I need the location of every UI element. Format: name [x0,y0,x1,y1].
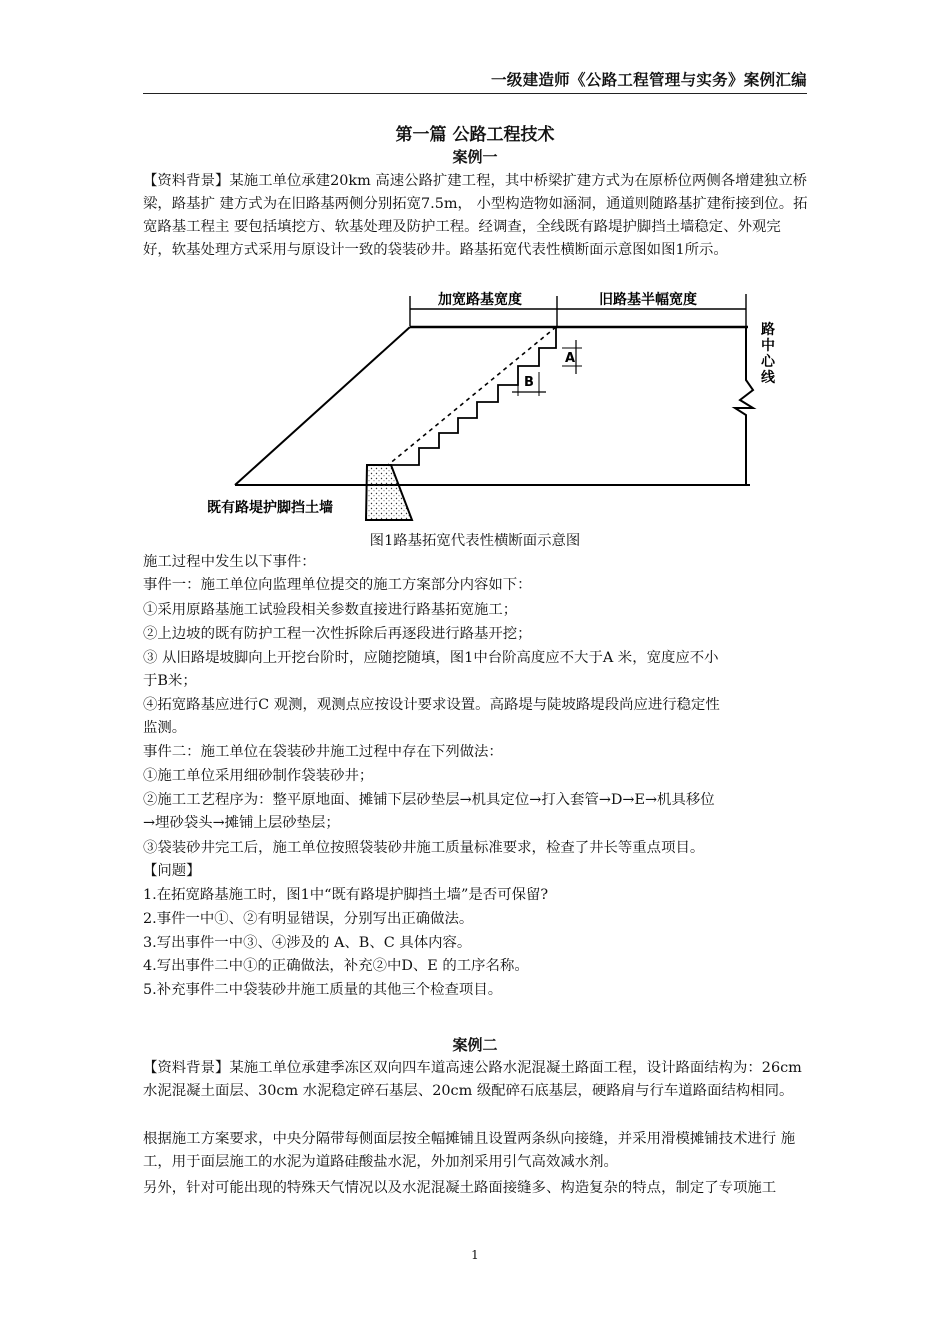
event2-item: ②施工工艺程序为：整平原地面、摊铺下层砂垫层→机具定位→打入套管→D→E→机具移位 [143,792,715,808]
label-b: B [524,375,534,390]
event2-title: 事件二：施工单位在袋装砂井施工过程中存在下列做法： [143,744,503,760]
case1-background: 【资料背景】某施工单位承建20km 高速公路扩建工程，其中桥梁扩建方式为在原桥位两侧各增建独立桥梁，路基扩 建方式为在旧路基两侧分别拓宽7.5m， 小型构造物如涵洞，通道则随路基扩建衔接到位。拓宽路基工程主 要包括填挖方、软基处理及防护工程。经调查，全线既有路堤护脚挡土墙稳定、外观完好，软基处理方式采用与原设计一致的袋装砂井。路基拓宽代表性横断面示意图如图1所示。 [143,173,808,258]
event2-item: →埋砂袋头→摊铺上层砂垫层； [143,815,340,831]
question-item: 2.事件一中①、②有明显错误，分别写出正确做法。 [143,911,474,927]
question-item: 1.在拓宽路基施工时，图1中“既有路堤护脚挡土墙”是否可保留? [143,887,549,903]
part-title: 第一篇 公路工程技术 [395,125,555,145]
case2-para2: 根据施工方案要求，中央分隔带每侧面层按全幅摊铺且设置两条纵向接缝，并采用滑模摊铺技术进行 施工，用于面层施工的水泥为道路硅酸盐水泥，外加剂采用引气高效减水剂。 [143,1131,796,1170]
event1-item: ④拓宽路基应进行C 观测，观测点应按设计要求设置。高路堤与陡坡路堤段尚应进行稳定性 [143,697,720,713]
figure-caption: 图1路基拓宽代表性横断面示意图 [369,533,581,549]
label-retaining-wall: 既有路堤护脚挡土墙 [207,500,333,516]
label-center-3: 心 [761,354,775,370]
question-item: 4.写出事件二中①的正确做法，补充②中D、E 的工序名称。 [143,958,529,974]
case1-title: 案例一 [452,148,498,166]
label-widened-width: 加宽路基宽度 [438,292,522,308]
label-center-2: 中 [761,338,775,354]
figure-1 [190,282,775,532]
old-slope-dashed [388,327,556,465]
event1-item: 监测。 [143,720,187,736]
page-number: 1 [471,1248,479,1262]
events-intro: 施工过程中发生以下事件： [143,554,316,570]
event2-item: ①施工单位采用细砂制作袋装砂井； [143,768,374,784]
question-item: 5.补充事件二中袋装砂井施工质量的其他三个检查项目。 [143,982,503,998]
event1-item: ②上边坡的既有防护工程一次性拆除后再逐段进行路基开挖； [143,626,532,642]
questions-title: 【问题】 [143,863,201,879]
case2-title: 案例二 [452,1036,498,1054]
retaining-wall [366,465,412,520]
event2-item: ③袋装砂井完工后，施工单位按照袋装砂井施工质量标准要求，检查了井长等重点项目。 [143,840,705,856]
event1-item: ①采用原路基施工试验段相关参数直接进行路基拓宽施工； [143,602,518,618]
running-header: 一级建造师《公路工程管理与实务》案例汇编 [490,71,807,89]
label-center-4: 线 [761,370,775,386]
header-divider [143,93,807,94]
label-a: A [564,351,576,366]
cross-section-diagram [190,282,775,532]
label-old-half-width: 旧路基半幅宽度 [599,292,697,308]
event1-title: 事件一：施工单位向监理单位提交的施工方案部分内容如下： [143,577,532,593]
question-item: 3.写出事件一中③、④涉及的 A、B、C 具体内容。 [143,935,472,951]
case2-para3: 另外，针对可能出现的特殊天气情况以及水泥混凝土路面接缝多、构造复杂的特点，制定了专项施工 [143,1180,777,1196]
event1-item: ③ 从旧路堤坡脚向上开挖台阶时，应随挖随填，图1中台阶高度应不大于A 米，宽度应不小 [143,650,719,666]
event1-item: 于B米； [143,673,197,689]
new-slope [235,327,410,485]
case2-background: 【资料背景】某施工单位承建季冻区双向四车道高速公路水泥混凝土路面工程，设计路面结构为：26cm 水泥混凝土面层、30cm 水泥稳定碎石基层、20cm 级配碎石底基层，硬路肩与行车道路面结构相同。 [143,1060,802,1099]
centerline-break [735,327,753,485]
label-center-1: 路 [761,322,775,338]
